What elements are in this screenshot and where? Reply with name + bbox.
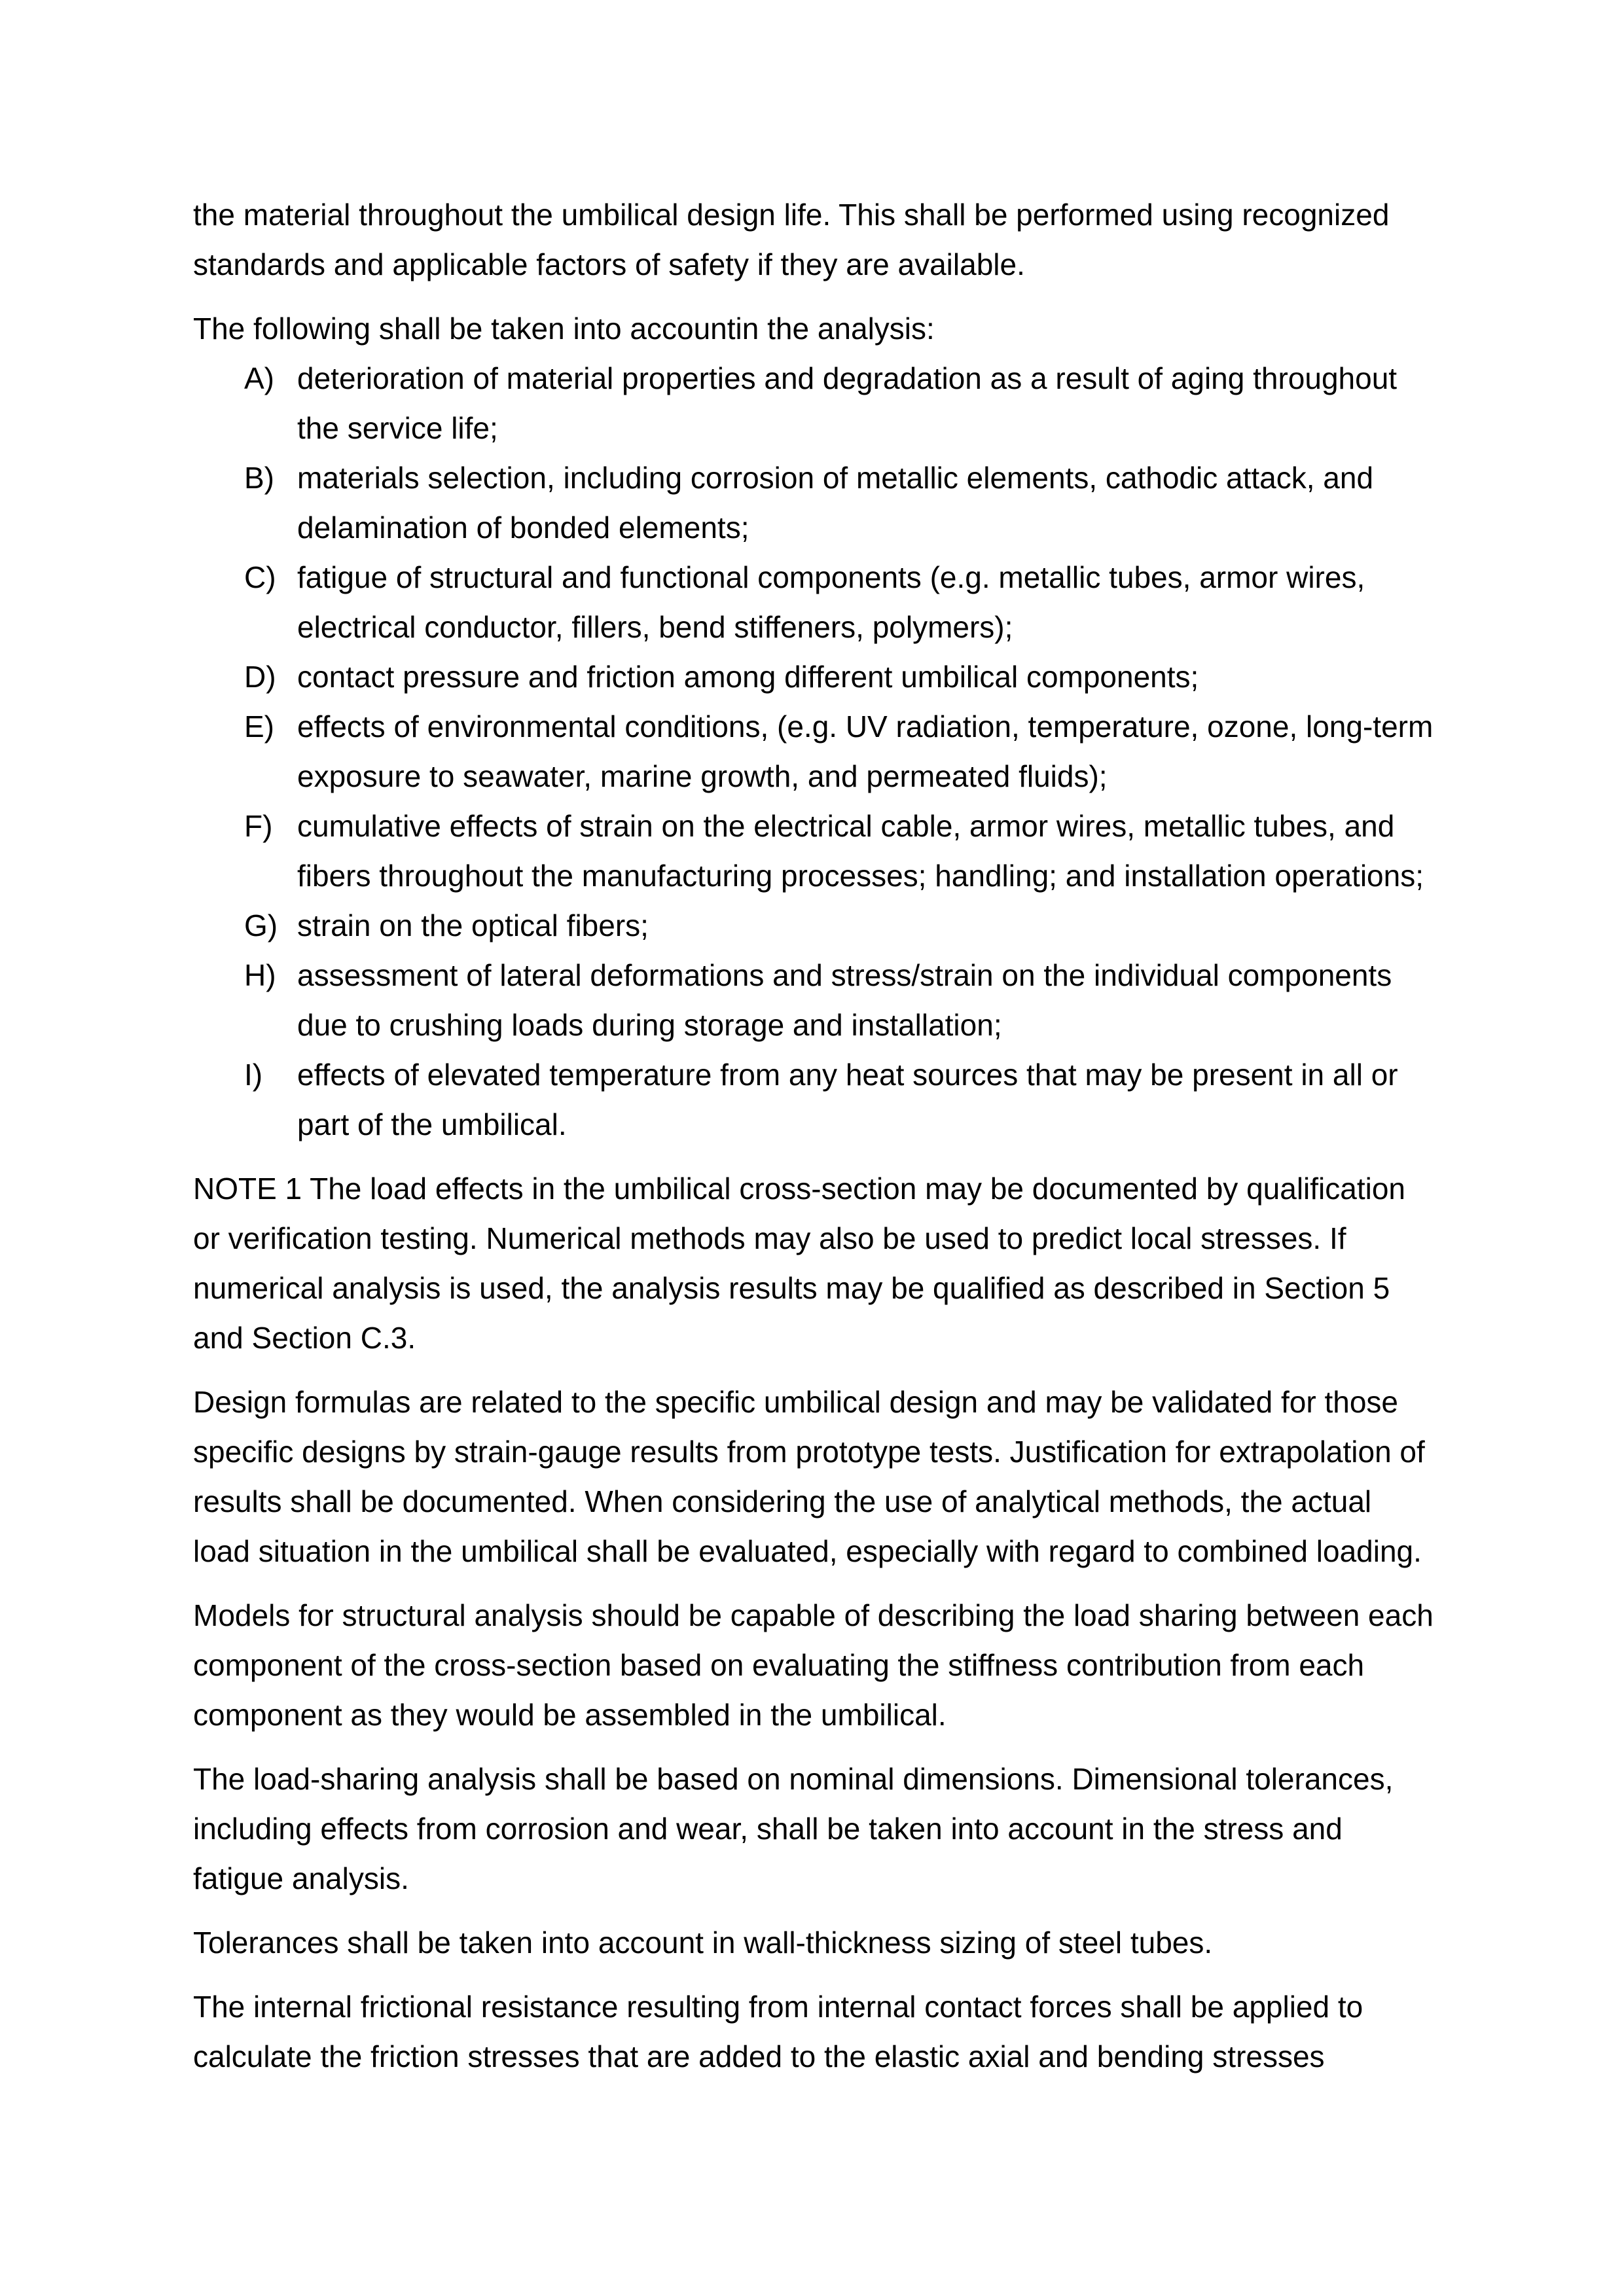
paragraph-friction: The internal frictional resistance resulting from internal contact forces shall be applied to calculate the friction stresses that are added to the elastic axial and bending stresses (193, 1990, 1363, 2073)
paragraph-design-formulas: Design formulas are related to the specific umbilical design and may be validated for those specific designs by strain-gauge results from prototype tests. Justification for extrapolation of results shall be documented. When considering the use of analytical methods, the actual load situation in the umbilical shall be evaluated, especially with regard to combined loading. (193, 1385, 1425, 1568)
paragraph-intro: the material throughout the umbilical design life. This shall be performed using recognized standards and applicable factors of safety if they are available. (193, 198, 1390, 281)
paragraph-load-sharing: The load-sharing analysis shall be based on nominal dimensions. Dimensional tolerances, including effects from corrosion and wear, shall be taken into account in the stress and fatigue analysis. (193, 1762, 1394, 1895)
list-item (244, 950, 1434, 1050)
list-item (244, 353, 1434, 453)
list-item-label: A) (244, 361, 274, 395)
list-item-text: materials selection, including corrosion of metallic elements, cathodic attack, and delamination of bonded elements; (297, 461, 1374, 545)
list-item (244, 702, 1434, 801)
list-item-label: I) (244, 1058, 263, 1092)
list-item (244, 901, 1434, 950)
paragraph-lead-in: The following shall be taken into accountin the analysis: (193, 312, 935, 346)
paragraph-tolerances: Tolerances shall be taken into account in wall-thickness sizing of steel tubes. (193, 1926, 1213, 1960)
list-item-text: fatigue of structural and functional components (e.g. metallic tubes, armor wires, electrical conductor, fillers, bend stiffeners, polymers); (297, 560, 1365, 644)
list-item-label: D) (244, 660, 276, 694)
list-item-label: G) (244, 908, 278, 942)
list-item-text: effects of environmental conditions, (e.g. UV radiation, temperature, ozone, long-term exposure to seawater, marine growth, and permeated fluids); (297, 709, 1434, 793)
list-item-label: F) (244, 809, 273, 843)
lettered-list (244, 353, 1434, 1149)
list-item-text: strain on the optical fibers; (297, 908, 649, 942)
paragraph-note: NOTE 1 The load effects in the umbilical cross-section may be documented by qualification or verification testing. Numerical methods may also be used to predict local stresses. If numerical analysis is used, the analysis results may be qualified as described in Section 5 and Section C.3. (193, 1172, 1406, 1355)
list-item-label: H) (244, 958, 276, 992)
list-item (244, 652, 1434, 702)
paragraph-models: Models for structural analysis should be capable of describing the load sharing between each component of the cross-section based on evaluating the stiffness contribution from each component as they would be assembled in the umbilical. (193, 1598, 1434, 1732)
list-item (244, 453, 1434, 552)
list-item-label: C) (244, 560, 276, 594)
list-item (244, 1050, 1434, 1149)
list-item-text: deterioration of material properties and degradation as a result of aging throughout the service life; (297, 361, 1398, 445)
list-item-label: B) (244, 461, 274, 495)
list-item-label: E) (244, 709, 274, 744)
list-item-text: contact pressure and friction among different umbilical components; (297, 660, 1199, 694)
list-item (244, 552, 1434, 652)
list-item (244, 801, 1434, 901)
list-item-text: cumulative effects of strain on the electrical cable, armor wires, metallic tubes, and fibers throughout the manufacturing processes; handling; and installation operations; (297, 809, 1424, 893)
list-item-text: assessment of lateral deformations and stress/strain on the individual components due to crushing loads during storage and installation; (297, 958, 1392, 1042)
list-item-text: effects of elevated temperature from any heat sources that may be present in all or part of the umbilical. (297, 1058, 1398, 1141)
